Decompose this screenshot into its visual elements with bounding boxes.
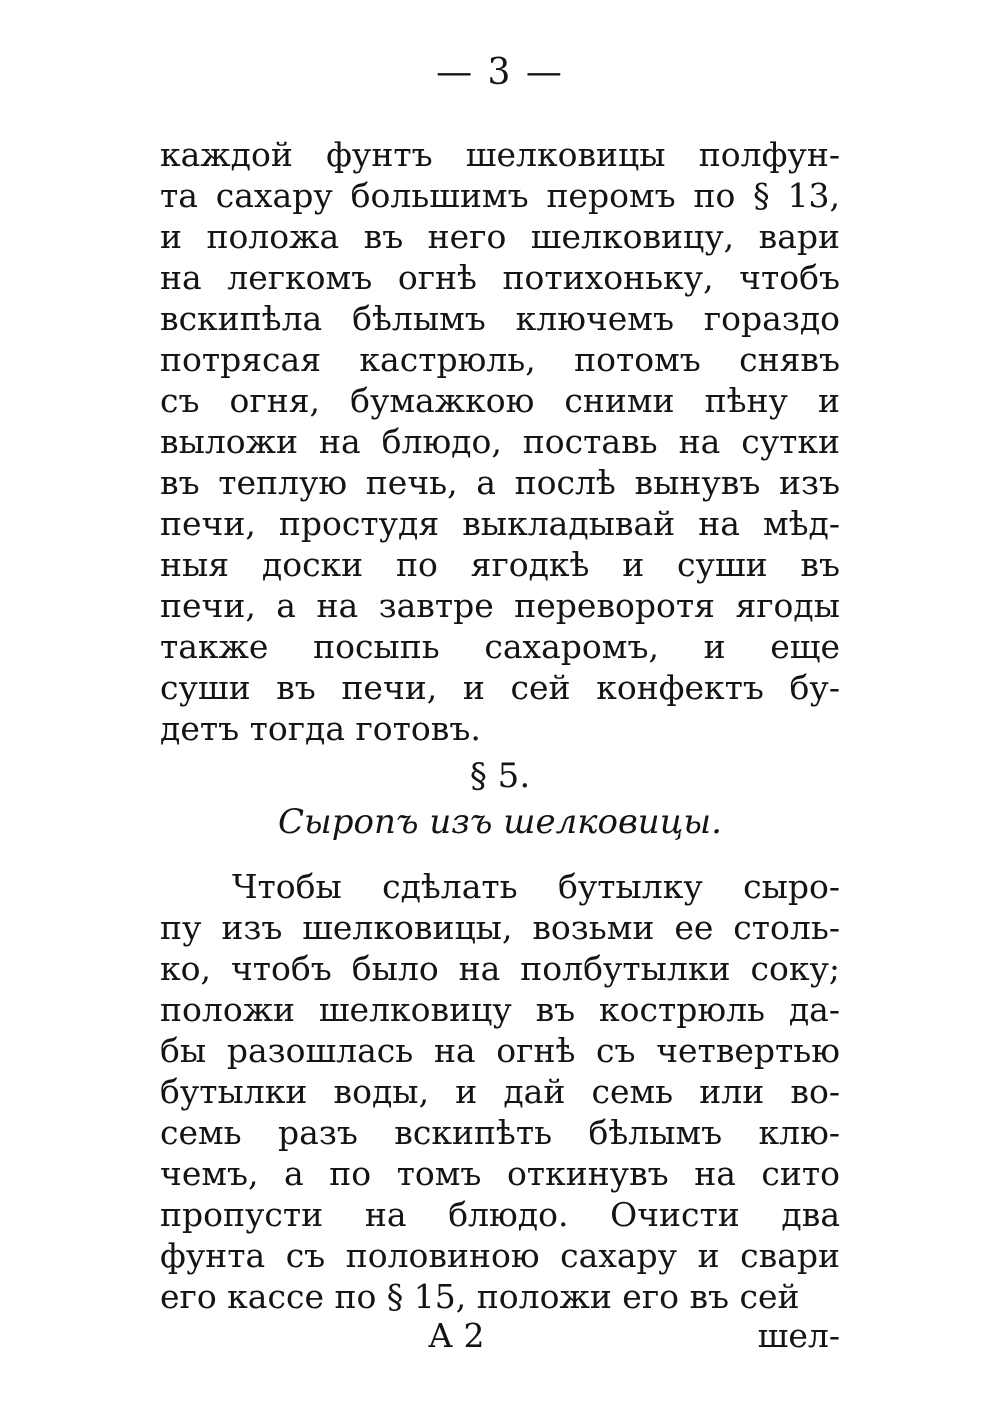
text-line: семь разъ вскипѣть бѣлымъ клю-: [160, 1113, 840, 1152]
section-number: § 5.: [469, 756, 531, 796]
text-line: ко, чтобъ было на полбутылки соку;: [160, 949, 840, 988]
paragraph-2: [160, 866, 840, 1317]
text-line: чемъ, а по томъ откинувъ на сито: [160, 1154, 840, 1193]
text-line: детъ тогда готовъ.: [160, 709, 481, 748]
text-line: въ теплую печь, а послѣ вынувъ изъ: [160, 463, 840, 502]
text-line: также посыпь сахаромъ, и еще: [160, 627, 840, 666]
text-line: вскипѣла бѣлымъ ключемъ гораздо: [160, 299, 840, 338]
page-number: — 3 —: [436, 52, 564, 93]
text-line: печи, а на завтре переворотя ягоды: [160, 586, 840, 625]
catchword: шел-: [757, 1316, 840, 1355]
page-footer: [160, 1314, 840, 1358]
text-line: его кассе по § 15, положи его въ сей: [160, 1277, 800, 1316]
paragraph-1: [160, 134, 840, 749]
text-line: пу изъ шелковицы, возьми ее столь-: [160, 908, 840, 947]
text-line: Чтобы сдѣлать бутылку сыро-: [232, 867, 840, 906]
text-line: на легкомъ огнѣ потихоньку, чтобъ: [160, 258, 840, 297]
text-line: положи шелковицу въ кострюль да-: [160, 990, 840, 1029]
text-line: та сахару большимъ перомъ по § 13,: [160, 176, 840, 215]
signature-mark: А 2: [428, 1316, 485, 1355]
text-line: съ огня, бумажкою сними пѣну и: [160, 381, 840, 420]
text-line: пропусти на блюдо. Очисти два: [160, 1195, 840, 1234]
text-line: ныя доски по ягодкѣ и суши въ: [160, 545, 840, 584]
text-line: суши въ печи, и сей конфектъ бу-: [160, 668, 840, 707]
text-line: печи, простудя выкладывай на мѣд-: [160, 504, 840, 543]
section-title: Сыропъ изъ шелковицы.: [278, 802, 722, 842]
text-line: потрясая кастрюль, потомъ снявъ: [160, 340, 840, 379]
text-line: бы разошлась на огнѣ съ четвертью: [160, 1031, 840, 1070]
text-line: бутылки воды, и дай семь или во-: [160, 1072, 840, 1111]
text-line: и положа въ него шелковицу, вари: [160, 217, 840, 256]
text-line: фунта съ половиною сахару и свари: [160, 1236, 840, 1275]
text-line: выложи на блюдо, поставь на сутки: [160, 422, 840, 461]
text-line: каждой фунтъ шелковицы полфун-: [160, 135, 840, 174]
